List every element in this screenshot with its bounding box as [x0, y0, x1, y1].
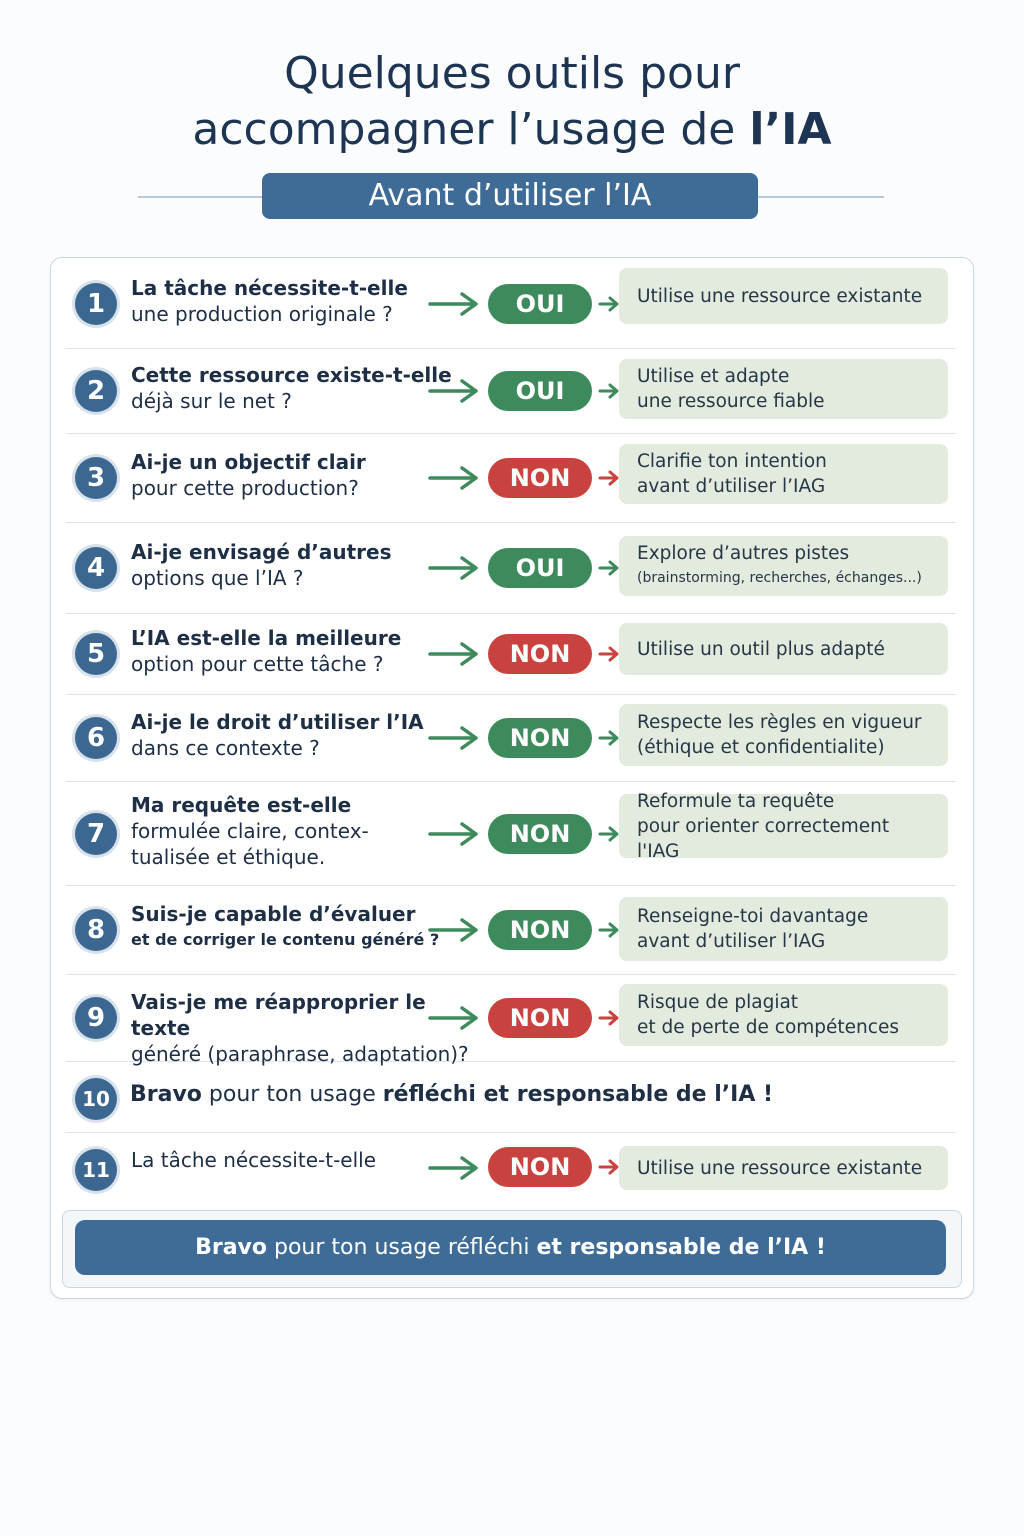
question-rest: options que l’IA ?: [131, 566, 304, 590]
checklist-row-2: [66, 349, 956, 434]
checklist-row-6: [66, 695, 956, 782]
result-line-1: Utilise un outil plus adapté: [637, 638, 885, 660]
step-number: 4: [75, 547, 117, 589]
checklist-row-9: [66, 975, 956, 1066]
checklist-row-1: [66, 260, 956, 349]
section-subtitle: Avant d’utiliser l’IA: [262, 173, 758, 219]
result-box: [619, 359, 948, 419]
checklist-row-7: [66, 782, 956, 886]
arrow-right-icon: [428, 822, 480, 846]
answer-pill-non: NON: [488, 1147, 592, 1187]
title-line-2: [0, 102, 1024, 158]
bravo-end: réfléchi et responsable de l’IA !: [382, 1082, 774, 1107]
answer-pill-non: NON: [488, 998, 592, 1038]
result-box: [619, 444, 948, 504]
title-line-2-bold: l’IA: [749, 104, 832, 155]
result-box: [619, 536, 948, 596]
arrow-right-icon: [428, 1006, 480, 1030]
bravo-mid: pour ton usage: [201, 1082, 383, 1107]
question-bold: Ma requête est-elle: [131, 792, 352, 817]
question-rest: dans ce contexte ?: [131, 736, 320, 760]
answer-pill-non: NON: [488, 634, 592, 674]
step-number: 8: [75, 909, 117, 951]
step-number: 11: [75, 1149, 117, 1191]
result-line-2: (brainstorming, recherches, échanges...): [637, 570, 922, 586]
result-box: [619, 268, 948, 324]
result-line-2: (éthique et confidentialite): [637, 737, 885, 758]
step-number: 9: [75, 997, 117, 1039]
question-rest: formulée claire, contex-: [131, 818, 369, 843]
result-line-1: Clarifie ton intention: [637, 451, 827, 472]
arrow-right-icon: [428, 466, 480, 490]
footer-banner: [75, 1220, 946, 1275]
result-line-1: Utilise et adapte: [637, 366, 790, 387]
bravo-message-row: [130, 1081, 773, 1109]
checklist-row-4: [66, 523, 956, 614]
question-bold: Ai-je le droit d’utiliser l’IA: [131, 710, 424, 734]
footer-bold-2: et responsable de l’IA !: [536, 1235, 826, 1260]
answer-pill-oui: OUI: [488, 284, 592, 324]
result-line-2: avant d’utiliser l’IAG: [637, 476, 826, 497]
question-rest: pour cette production?: [131, 476, 359, 500]
arrow-right-icon: [428, 379, 480, 403]
step-number: 2: [75, 370, 117, 412]
arrow-right-icon: [428, 642, 480, 666]
question-bold: Suis-je capable d’évaluer: [131, 902, 416, 926]
question-rest: option pour cette tâche ?: [131, 652, 384, 676]
step-number: 1: [75, 283, 117, 325]
result-line-1: Explore d’autres pistes: [637, 543, 850, 564]
answer-pill-non: NON: [488, 458, 592, 498]
arrow-right-icon: [428, 292, 480, 316]
footer-bold-1: Bravo: [195, 1235, 268, 1260]
question-bold: L’IA est-elle la meilleure: [131, 626, 402, 650]
question-bold: Cette ressource existe-t-elle: [131, 363, 452, 387]
subtitle-rule-right: [758, 196, 884, 198]
answer-pill-non: NON: [488, 718, 592, 758]
step-number: 10: [75, 1078, 117, 1120]
title-line-2-regular: accompagner l’usage de: [192, 104, 750, 155]
question-rest: une production originale ?: [131, 302, 393, 326]
arrow-right-icon: [428, 918, 480, 942]
result-line-2: et de perte de compétences: [637, 1017, 899, 1038]
result-box: [619, 1146, 948, 1190]
bravo-word: Bravo: [130, 1082, 202, 1107]
answer-pill-non: NON: [488, 910, 592, 950]
checklist-row-11: [66, 1133, 956, 1205]
question-bold: Ai-je un objectif clair: [131, 450, 366, 474]
arrow-right-icon: [428, 1156, 480, 1180]
answer-pill-oui: OUI: [488, 548, 592, 588]
question-bold: La tâche nécessite-t-elle: [131, 276, 408, 300]
result-box: [619, 623, 948, 675]
result-box: [619, 984, 948, 1046]
step-number: 5: [75, 633, 117, 675]
subtitle-rule-left: [138, 196, 262, 198]
result-line-1: Utilise une ressource existante: [637, 285, 923, 307]
answer-pill-non: NON: [488, 814, 592, 854]
checklist-row-3: [66, 434, 956, 523]
result-text: Utilise une ressource existante: [637, 1157, 923, 1179]
result-box: [619, 790, 948, 862]
footer-mid: pour ton usage réfléchi: [267, 1235, 537, 1260]
checklist-row-8: [66, 886, 956, 975]
checklist-row-5: [66, 614, 956, 695]
question-bold: Ai-je envisagé d’autres: [131, 540, 392, 564]
result-box: [619, 704, 948, 766]
question-extra: tualisée et éthique.: [131, 844, 326, 869]
arrow-right-icon: [428, 556, 480, 580]
question-rest: et de corriger le contenu généré ?: [131, 930, 440, 949]
step-number: 3: [75, 457, 117, 499]
page-title: [0, 46, 1024, 158]
step-number: 6: [75, 717, 117, 759]
result-box: [619, 897, 948, 961]
result-line-2: avant d’utiliser l’IAG: [637, 931, 826, 952]
result-line-1: Renseigne-toi davantage: [637, 906, 869, 927]
result-line-1: Respecte les règles en vigueur: [637, 712, 922, 733]
title-line-1: Quelques outils pour: [284, 48, 740, 99]
question-bold: Vais-je me réapproprier le texte: [131, 990, 426, 1040]
result-line-1: Reformule ta requête: [637, 790, 835, 812]
answer-pill-oui: OUI: [488, 371, 592, 411]
result-line-1: Risque de plagiat: [637, 992, 799, 1013]
step-number: 7: [75, 813, 117, 855]
result-line-2: pour orienter correctement l'IAG: [637, 815, 890, 862]
question-rest: généré (paraphrase, adaptation)?: [131, 1042, 469, 1066]
arrow-right-icon: [428, 726, 480, 750]
result-line-2: une ressource fiable: [637, 391, 825, 412]
question-text: La tâche nécessite-t-elle: [131, 1148, 377, 1172]
question-rest: déjà sur le net ?: [131, 389, 292, 413]
